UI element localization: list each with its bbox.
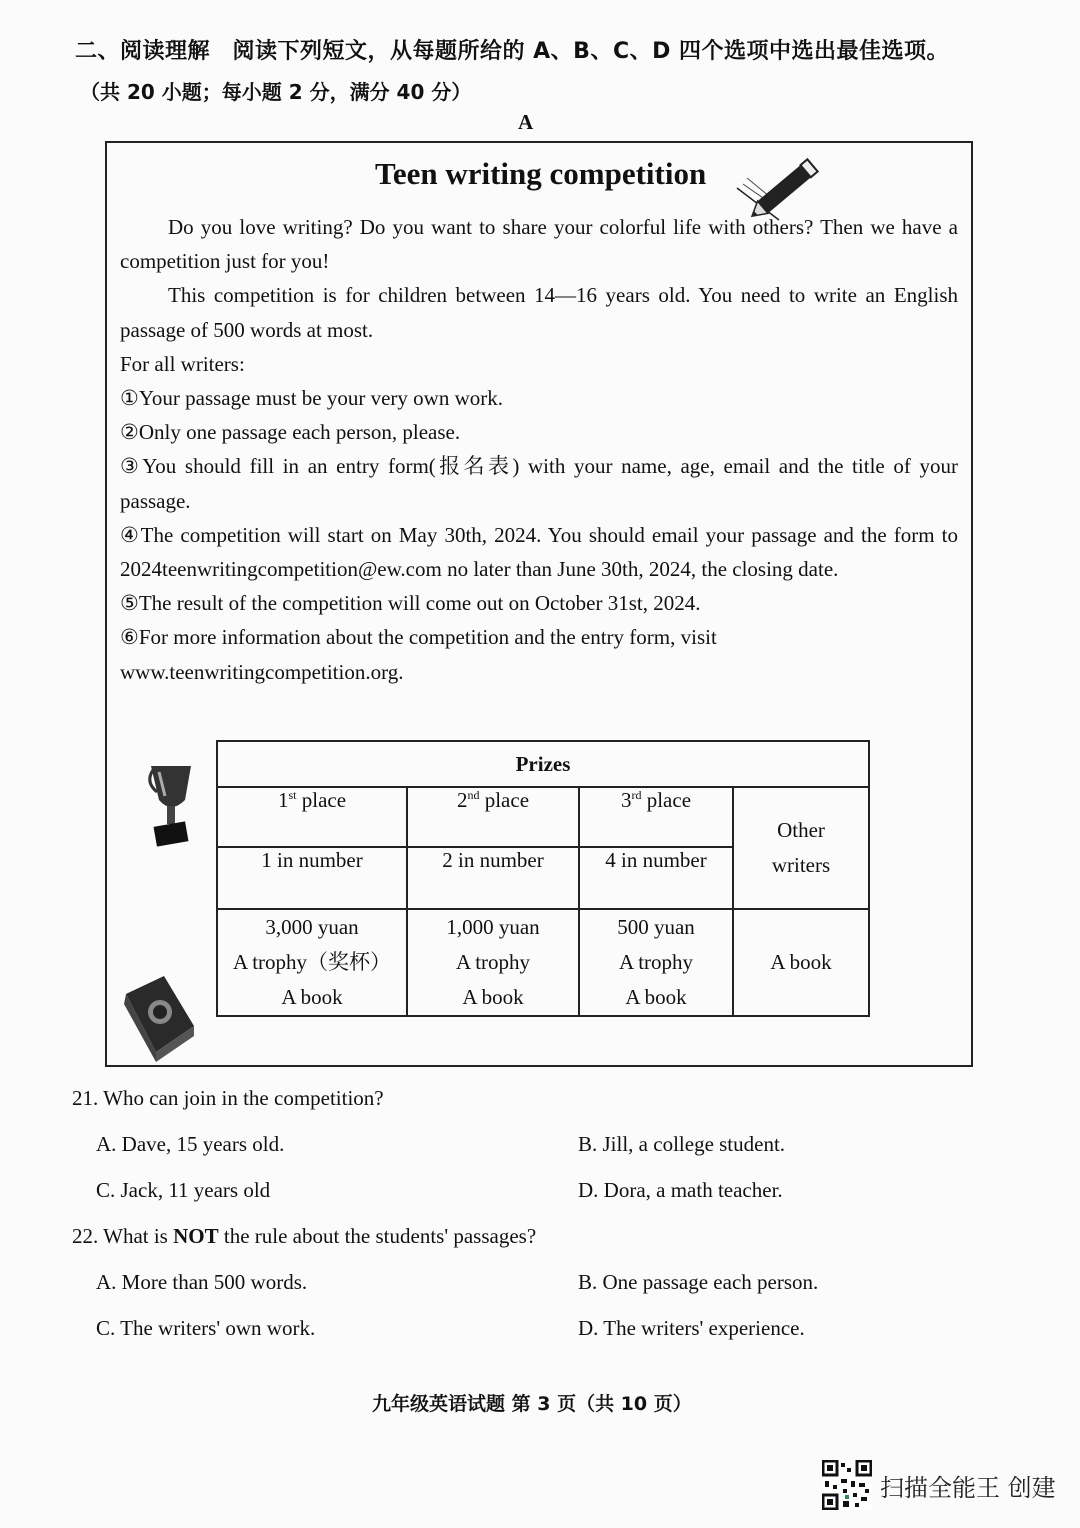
trophy-icon (145, 762, 197, 848)
second-place-count: 2 in number (407, 847, 579, 909)
prizes-table (216, 740, 870, 1017)
question-21-option-a: A. Dave, 15 years old. (96, 1132, 285, 1156)
other-writers-prize: A book (733, 909, 869, 1016)
second-place-cell: 2nd place (407, 787, 579, 847)
first-place-count: 1 in number (217, 847, 407, 909)
third-place-count: 4 in number (579, 847, 733, 909)
first-place-prize: 3,000 yuan A trophy（奖杯） A book (217, 909, 407, 1016)
question-21-stem: 21. Who can join in the competition? (72, 1086, 384, 1110)
rule-5: ⑤The result of the competition will come out on October 31st, 2024. (120, 591, 701, 616)
question-22-stem: 22. What is NOT the rule about the students' passages? (72, 1224, 537, 1248)
question-22-option-c: C. The writers' own work. (96, 1316, 316, 1340)
rules-heading: For all writers: (120, 351, 245, 376)
section-title: 二、阅读理解 阅读下列短文，从每题所给的 A、B、C、D 四个选项中选出最佳选项。 (75, 39, 950, 64)
requirement-paragraph: This competition is for children between 14—16 years old. You need to write an English passage of 500 words at most. (120, 283, 958, 342)
question-22-option-d: D. The writers' experience. (578, 1316, 805, 1340)
third-place-prize: 500 yuan A trophy A book (579, 909, 733, 1016)
rule-4: ④The competition will start on May 30th, 2024. You should email your passage and the form to 2024teenwritingcompetition@ew.com no later than June 30th, 2024, the closing date. (120, 522, 958, 582)
page-footer: 九年级英语试题 第 3 页（共 10 页） (372, 1393, 692, 1415)
rule-1: ①Your passage must be your very own work. (120, 386, 503, 411)
passage-body (120, 210, 958, 689)
second-place-prize: 1,000 yuan A trophy A book (407, 909, 579, 1016)
section-note: （共 20 小题；每小题 2 分，满分 40 分） (80, 80, 472, 104)
question-21-option-c: C. Jack, 11 years old (96, 1178, 271, 1202)
first-place-cell: 1st place (217, 787, 407, 847)
book-icon (120, 972, 198, 1064)
rule-3: ③You should fill in an entry form(报名表) with your name, age, email and the title of your passage. (120, 454, 958, 513)
question-22-option-a: A. More than 500 words. (96, 1270, 308, 1294)
question-22-option-b: B. One passage each person. (578, 1270, 819, 1294)
passage-label: A (518, 110, 534, 134)
intro-paragraph: Do you love writing? Do you want to share your colorful life with others? Then we have a competition just for you! (120, 215, 958, 274)
prizes-header: Prizes (217, 741, 869, 787)
rule-6: ⑥For more information about the competition and the entry form, visit www.teenwritingcompetition.org. (120, 625, 717, 684)
rule-2: ②Only one passage each person, please. (120, 420, 461, 445)
competition-title: Teen writing competition (375, 156, 707, 191)
third-place-cell: 3rd place (579, 787, 733, 847)
question-21-option-d: D. Dora, a math teacher. (578, 1178, 783, 1202)
scanner-watermark: 扫描全能王 创建 (880, 1474, 1056, 1502)
other-writers-cell: Other writers (733, 787, 869, 909)
question-21-option-b: B. Jill, a college student. (578, 1132, 786, 1156)
qr-code-icon (822, 1460, 872, 1510)
